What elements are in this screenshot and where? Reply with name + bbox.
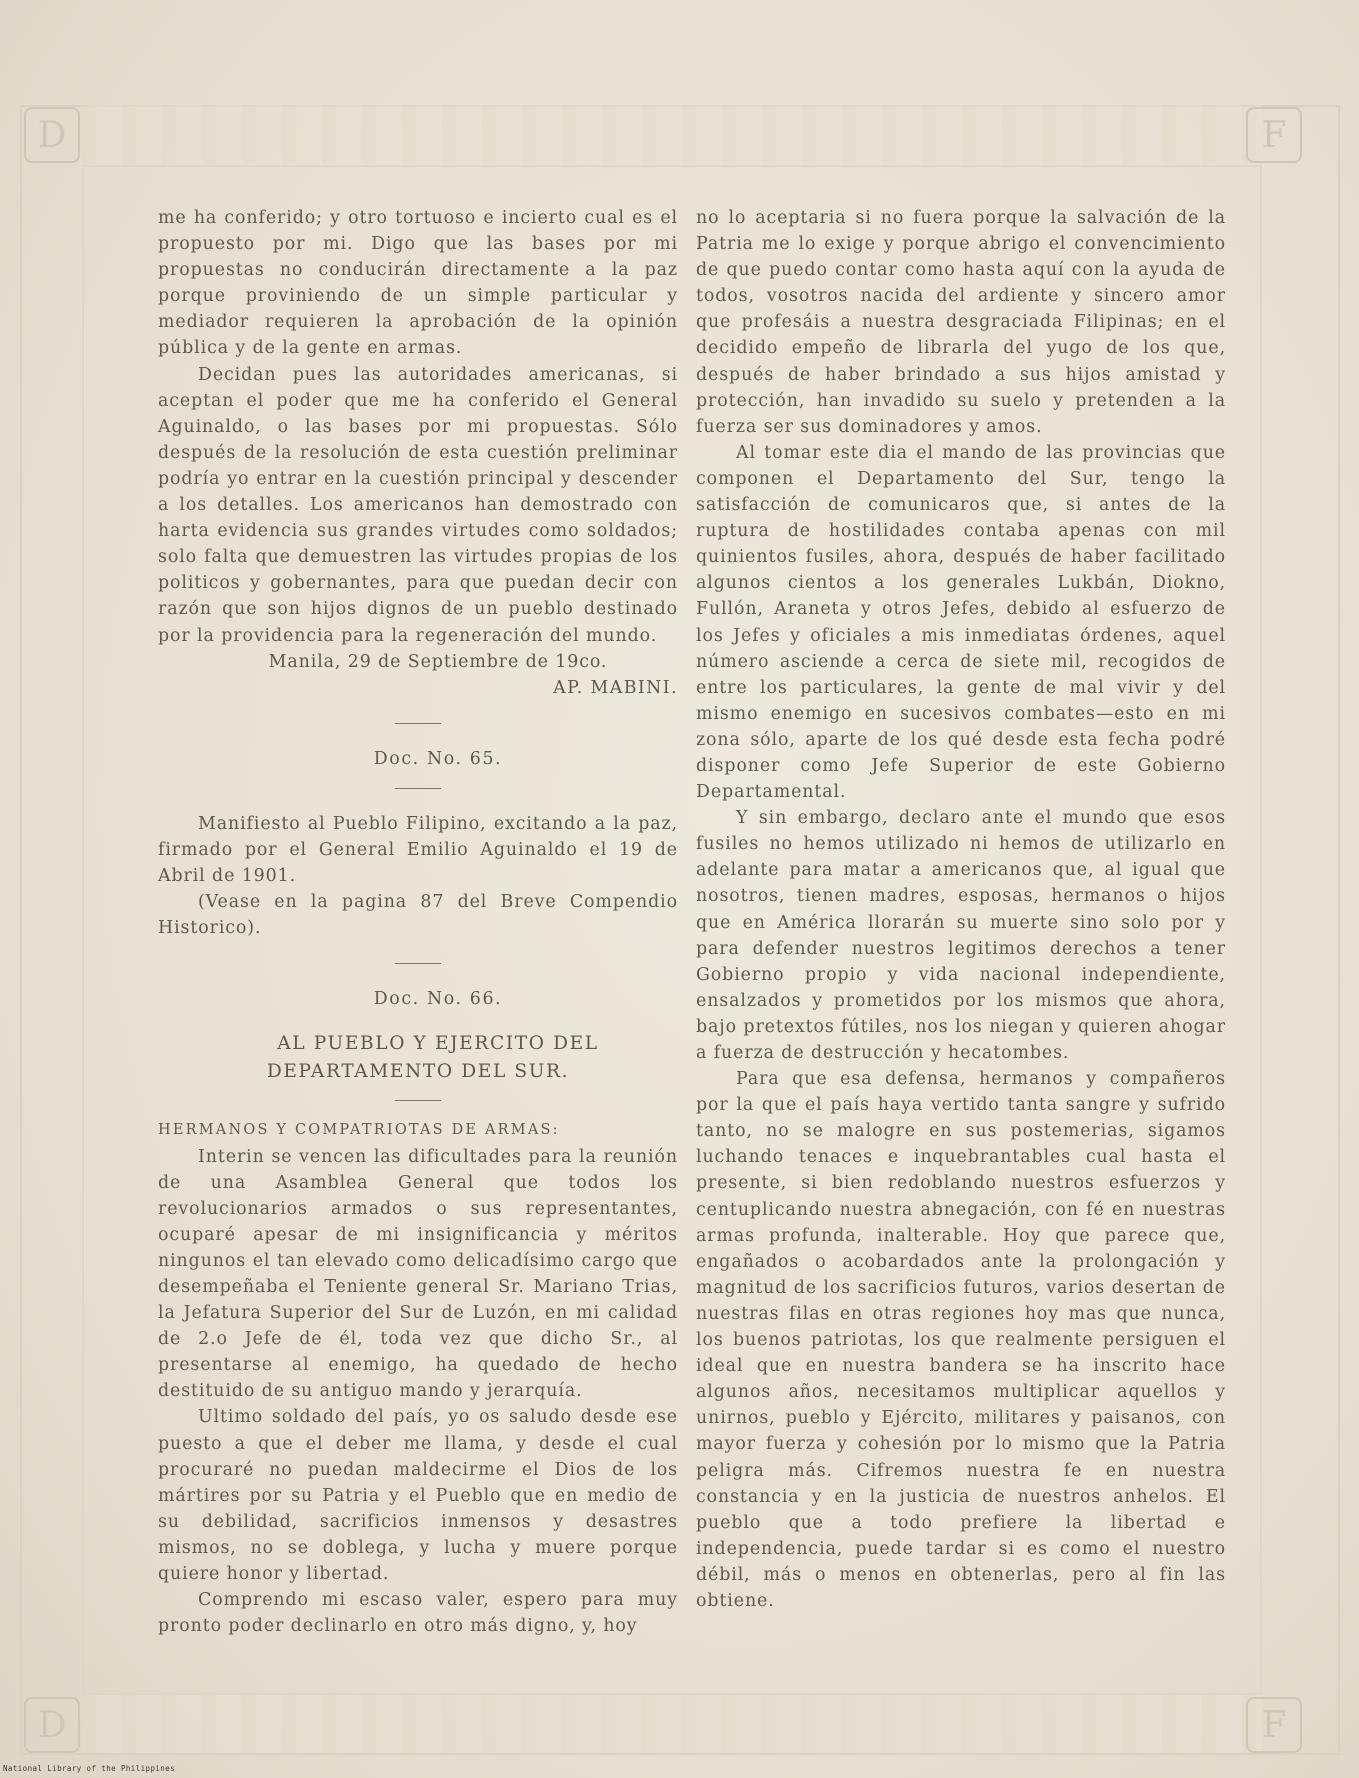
- ornamental-band-bottom: [82, 1695, 1262, 1753]
- paragraph: Para que esa defensa, hermanos y compañeros por la que el país haya vertido tanta sangre y sufrido tanto, no se malogre en sus postemerias, sigamos luchando tenaces e inquebrantables cual hasta el presente, si bien redoblando nuestros esfuerzos y centuplicando nuestra abnegación, con fé en nuestras armas profunda, inalterable. Hoy que parece que, engañados o acobardados ante la prolongación y magnitud de los sacrificios futuros, varios desertan de nuestras filas en otras regiones hoy mas que nunca, los buenos patriotas, los que realmente persiguen el ideal que en nuestra bandera se ha inscrito hace algunos años, necesitamos multiplicar aquellos y unirnos, pueblo y Ejército, militares y paisanos, con mayor fuerza y cohesión por lo mismo que la Patria peligra más. Cifremos nuestra fe en nuestra constancia y en la justicia de nuestros anhelos. El pueblo que a todo prefiere la libertad e independencia, puede tardar si es como el nuestro débil, más o menos en obtenerlas, pero al fin las obtiene.: [696, 1069, 1226, 1611]
- divider: [395, 1100, 441, 1101]
- paragraph: Decidan pues las autoridades americanas, si aceptan el poder que me ha conferido el General Aguinaldo, o las bases por mi propuestas. Sólo después de la resolución de esta cuestión preliminar podría yo entrar en la cuestión principal y descender a los detalles. Los americanos han demostrado con harta evidencia sus grandes virtudes como soldados; solo falta que demuestren las virtudes propias de los politicos y gobernantes, para que puedan decir con razón que son hijos dignos de un pueblo destinado por la providencia para la regeneración del mundo.: [158, 364, 678, 646]
- paragraph: no lo aceptaria si no fuera porque la salvación de la Patria me lo exige y porque abrigo el convencimiento de que puedo contar como hasta aquí con la ayuda de todos, vosotros nacida del ardiente y sincero amor que profesáis a nuestra desgraciada Filipinas; en el decidido empeño de librarla del yugo de los que, después de haber brindado a sus hijos amistad y protección, han invadido su suelo y pretenden a la fuerza ser sus dominadores y amos.: [696, 208, 1226, 437]
- signature: AP. MABINI.: [553, 677, 678, 698]
- document-number-65: Doc. No. 65.: [373, 748, 503, 769]
- paragraph: Ultimo soldado del país, yo os saludo desde ese puesto a que el deber me llama, y desde el cual procuraré no puedan maldecirme el Dios de los mártires por su Patria y el Pueblo que en medio de su debilidad, sacrificios inmensos y desastres mismos, no se doblega, y lucha y muere porque quiere honor y libertad.: [158, 1407, 678, 1585]
- library-credit: National Library of the Philippines: [3, 1764, 176, 1773]
- section-heading: AL PUEBLO Y EJERCITO DEL DEPARTAMENTO DEL SUR.: [266, 1033, 599, 1083]
- ornamental-band-top: [82, 105, 1262, 163]
- document-number-66: Doc. No. 66.: [373, 989, 503, 1010]
- left-column: [158, 205, 678, 1639]
- paragraph: Y sin embargo, declaro ante el mundo que esos fusiles no hemos utilizado ni hemos de utilizarlo en adelante para matar a americanos que, al igual que nosotros, tienen madres, esposas, hermanos o hijos que en América llorarán su muerte sino solo por y para defender nuestros legitimos derechos a tener Gobierno propio y vida nacional independiente, ensalzados y prometidos por los mismos que ahora, bajo pretextos fútiles, nos los niegan y quieren ahogar a fuerza de destrucción y hecatombes.: [696, 808, 1226, 1063]
- corner-ornament-bottom-left: D: [24, 1697, 80, 1753]
- corner-ornament-top-right: F: [1246, 107, 1302, 163]
- paragraph: Comprendo mi escaso valer, espero para muy pronto poder declinarlo en otro más digno, y, hoy: [158, 1590, 678, 1637]
- corner-ornament-bottom-right: F: [1246, 1697, 1302, 1753]
- divider: [395, 788, 441, 789]
- divider: [395, 963, 441, 964]
- paragraph: (Vease en la pagina 87 del Breve Compendio Historico).: [158, 892, 678, 939]
- paragraph: me ha conferido; y otro tortuoso e incierto cual es el propuesto por mi. Digo que las bases por mi propuestas no conducirán directamente a la paz porque proviniendo de un simple particular y mediador requieren la aprobación de la opinión pública y de la gente en armas.: [158, 208, 678, 359]
- paragraph: Interin se vencen las dificultades para la reunión de una Asamblea General que todos los revolucionarios armados o sus representantes, ocuparé apesar de mi insignificancia y méritos ningunos el tan elevado como delicadísimo cargo que desempeñaba el Teniente general Sr. Mariano Trias, la Jefatura Superior del Sur de Luzón, en mi calidad de 2.o Jefe de él, toda vez que dicho Sr., al presentarse al enemigo, ha quedado de hecho destituido de su antiguo mando y jerarquía.: [158, 1146, 678, 1402]
- right-column: [696, 205, 1226, 1614]
- corner-ornament-top-left: D: [24, 107, 80, 163]
- paragraph: Manifiesto al Pueblo Filipino, excitando a la paz, firmado por el General Emilio Aguinaldo el 19 de Abril de 1901.: [158, 813, 678, 887]
- salutation: HERMANOS Y COMPATRIOTAS DE ARMAS:: [158, 1122, 560, 1139]
- divider: [395, 723, 441, 724]
- paragraph: Al tomar este dia el mando de las provincias que componen el Departamento del Sur, tengo la satisfacción de comunicaros que, si antes de la ruptura de hostilidades contaba apenas con mil quinientos fusiles, ahora, después de haber facilitado algunos cientos a los generales Lukbán, Diokno, Fullón, Araneta y otros Jefes, debido al esfuerzo de los Jefes y oficiales a mis inmediatas órdenes, aquel número asciende a cerca de siete mil, recogidos de entre los particulares, la gente de mal vivir y del mismo enemigo en sucesivos combates—esto en mi zona sólo, aparte de los qué desde esta fecha podré disponer como Jefe Superior de este Gobierno Departamental.: [696, 442, 1226, 803]
- dateline: Manila, 29 de Septiembre de 19co.: [268, 651, 608, 672]
